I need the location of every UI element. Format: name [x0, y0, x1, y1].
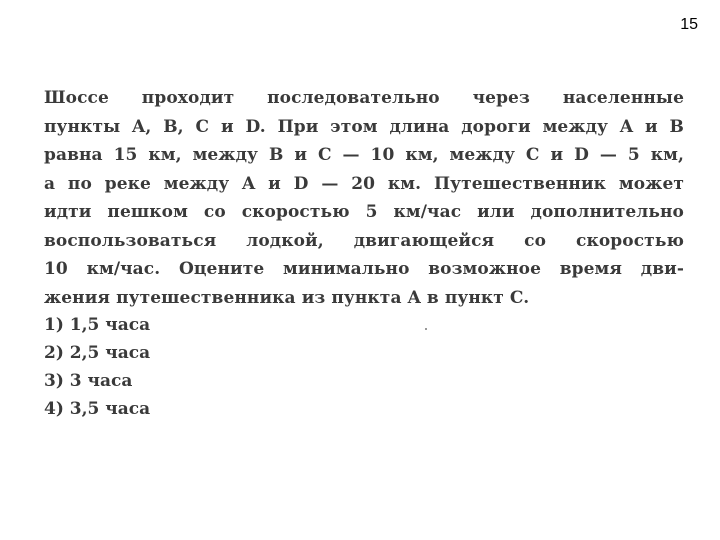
problem-line: 10 км/час. Оцените минимально возможное время дви-	[44, 259, 684, 279]
answer-option-2: 2) 2,5 часа	[44, 343, 151, 363]
slide-number: 15	[680, 16, 698, 33]
problem-line: равна 15 км, между B и C — 10 км, между C и D — 5 км,	[44, 145, 684, 165]
problem-text	[44, 84, 684, 312]
problem-line: жения путешественника из пункта A в пункт C.	[44, 287, 530, 308]
answer-option-3: 3) 3 часа	[44, 371, 133, 391]
answer-options	[44, 311, 150, 423]
problem-line: Шоссе проходит последовательно через населенные	[44, 88, 684, 108]
problem-line: воспользоваться лодкой, двигающейся со скоростью	[44, 230, 684, 251]
answer-option-1: 1) 1,5 часа	[44, 315, 151, 335]
problem-line: пункты A, B, C и D. При этом длина дороги между A и B	[44, 116, 684, 137]
scan-speck	[425, 328, 427, 330]
answer-option-4: 4) 3,5 часа	[44, 399, 151, 419]
problem-line: идти пешком со скоростью 5 км/час или дополнительно	[44, 202, 684, 222]
problem-line: а по реке между A и D — 20 км. Путешественник может	[44, 173, 684, 194]
